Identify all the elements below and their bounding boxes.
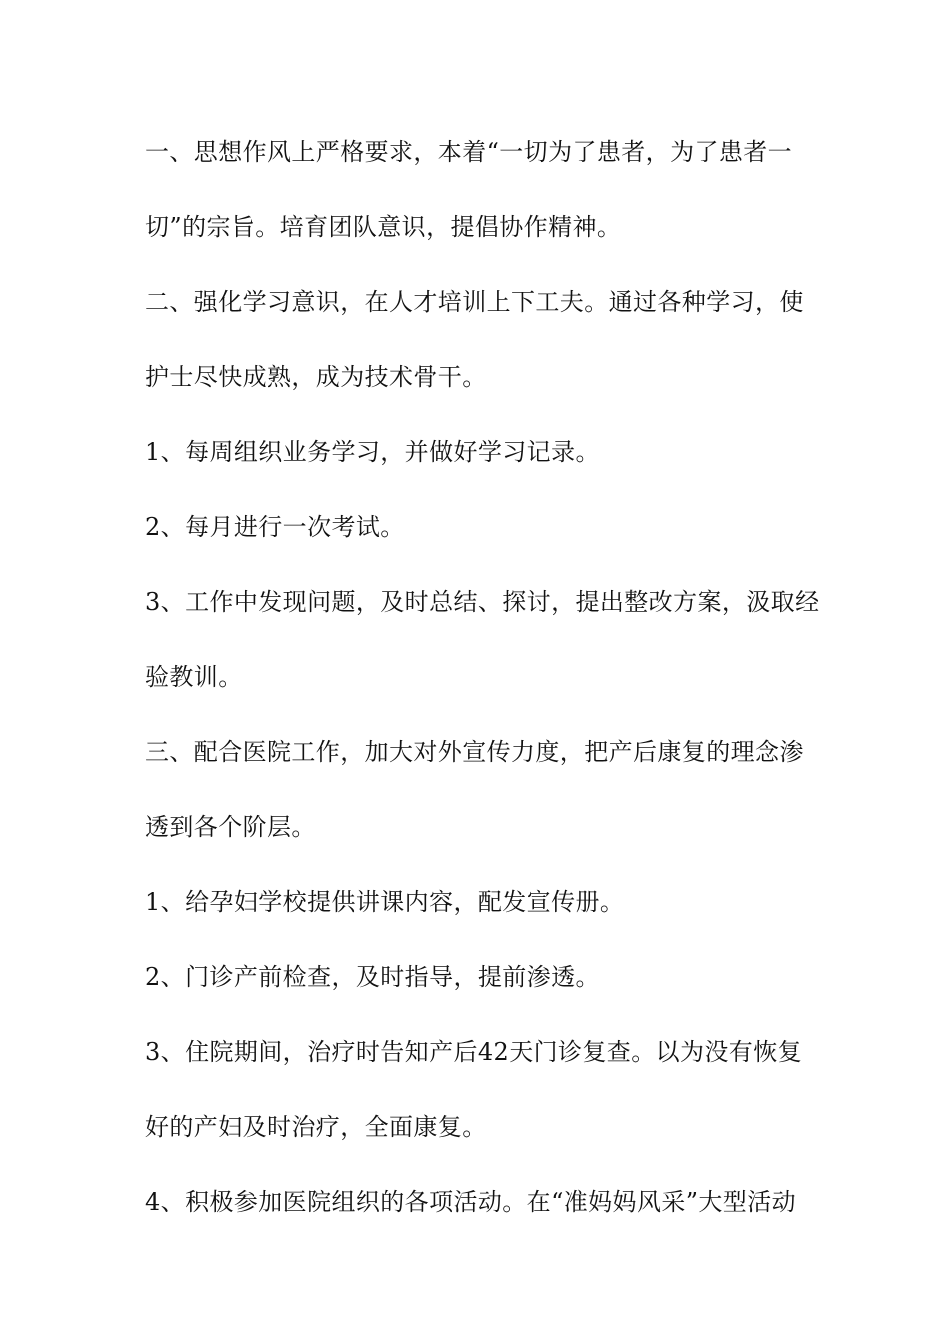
paragraph-line: 2、门诊产前检查，及时指导，提前渗透。: [145, 963, 600, 991]
paragraph-line: 2、每月进行一次考试。: [145, 513, 405, 541]
paragraph-line: 透到各个阶层。: [145, 813, 316, 841]
paragraph-line: 3、工作中发现问题，及时总结、探讨，提出整改方案，汲取经: [145, 588, 820, 616]
paragraph-line: 一、思想作风上严格要求，本着“一切为了患者，为了患者一: [145, 138, 793, 166]
paragraph-line: 二、强化学习意识，在人才培训上下工夫。通过各种学习，使: [145, 288, 804, 316]
paragraph-line: 护士尽快成熟，成为技术骨干。: [145, 363, 487, 391]
paragraph-line: 三、配合医院工作，加大对外宣传力度，把产后康复的理念渗: [145, 738, 804, 766]
paragraph-line: 1、给孕妇学校提供讲课内容，配发宣传册。: [145, 888, 625, 916]
paragraph-line: 验教训。: [145, 663, 243, 691]
paragraph-line: 好的产妇及时治疗，全面康复。: [145, 1113, 487, 1141]
paragraph-line: 切”的宗旨。培育团队意识，提倡协作精神。: [145, 213, 622, 241]
paragraph-line: 4、积极参加医院组织的各项活动。在“准妈妈风采”大型活动: [145, 1188, 797, 1216]
paragraph-line: 1、每周组织业务学习，并做好学习记录。: [145, 438, 600, 466]
paragraph-line: 3、住院期间，治疗时告知产后42天门诊复查。以为没有恢复: [145, 1038, 803, 1066]
